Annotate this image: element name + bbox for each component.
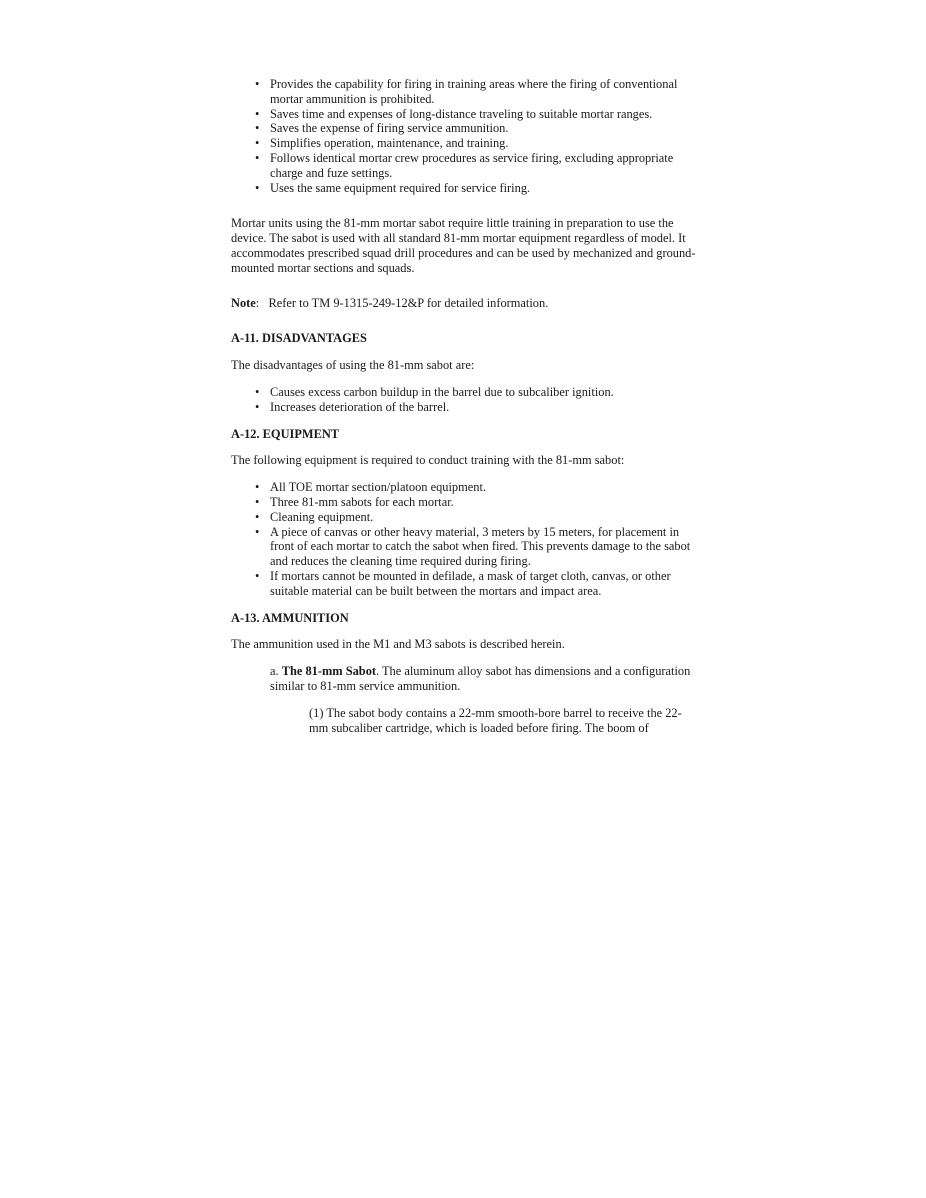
note-text: Refer to TM 9-1315-249-12&P for detailed information. [268,295,549,310]
section-heading-equipment: A-12. EQUIPMENT [231,426,340,441]
list-item: • Saves time and expenses of long-distance traveling to suitable mortar ranges. [255,107,701,122]
item-a-text: . The aluminum alloy sabot has dimensions and a configuration similar to 81-mm service ammunition. [270,664,691,693]
list-item: • If mortars cannot be mounted in defilade, a mask of target cloth, canvas, or other suitable material can be built between the mortars and impact area. [255,569,701,599]
disadvantages-bullet-list [231,385,701,415]
intro-bullet-list [231,77,701,195]
ammunition-item-1: (1) The sabot body contains a 22-mm smooth-bore barrel to receive the 22-mm subcaliber cartridge, which is loaded before firing. The boom of [309,705,682,735]
equipment-bullet-list [231,480,701,598]
list-item: • Cleaning equipment. [255,510,701,525]
ammunition-intro: The ammunition used in the M1 and M3 sabots is described herein. [231,637,565,652]
ammunition-item-a [231,664,701,694]
section-heading-ammunition: A-13. AMMUNITION [231,610,349,625]
list-item: • Provides the capability for firing in training areas where the firing of conventional mortar ammunition is prohibited. [255,77,701,107]
section-heading-disadvantages: A-11. DISADVANTAGES [231,331,367,346]
document-page [231,77,701,735]
list-item: • Causes excess carbon buildup in the barrel due to subcaliber ignition. [255,385,701,400]
item-a-title: The 81-mm Sabot [281,664,377,679]
list-item: • Uses the same equipment required for service firing. [255,181,701,196]
intro-paragraph: Mortar units using the 81-mm mortar sabot require little training in preparation to use the device. The sabot is used with all standard 81-mm mortar equipment regardless of model. It accommodates prescribed squad drill procedures and can be used by mechanized and ground-mounted mortar sections and squads. [231,216,696,275]
list-item: • Three 81-mm sabots for each mortar. [255,495,701,510]
disadvantages-intro: The disadvantages of using the 81-mm sabot are: [231,358,475,373]
list-item: • Saves the expense of firing service ammunition. [255,121,701,136]
note-label: Note [231,295,256,310]
list-item: • Simplifies operation, maintenance, and training. [255,136,701,151]
list-item: • Follows identical mortar crew procedures as service firing, excluding appropriate charge and fuze settings. [255,151,701,181]
item-a-prefix: a. [270,664,282,679]
list-item: • All TOE mortar section/platoon equipment. [255,480,701,495]
note-paragraph: Note: Refer to TM 9-1315-249-12&P for detailed information. [231,295,549,310]
equipment-intro: The following equipment is required to conduct training with the 81-mm sabot: [231,453,625,468]
list-item: • A piece of canvas or other heavy material, 3 meters by 15 meters, for placement in front of each mortar to catch the sabot when fired. This prevents damage to the sabot and reduces the cleaning time required during firing. [255,525,701,569]
list-item: • Increases deterioration of the barrel. [255,400,701,415]
